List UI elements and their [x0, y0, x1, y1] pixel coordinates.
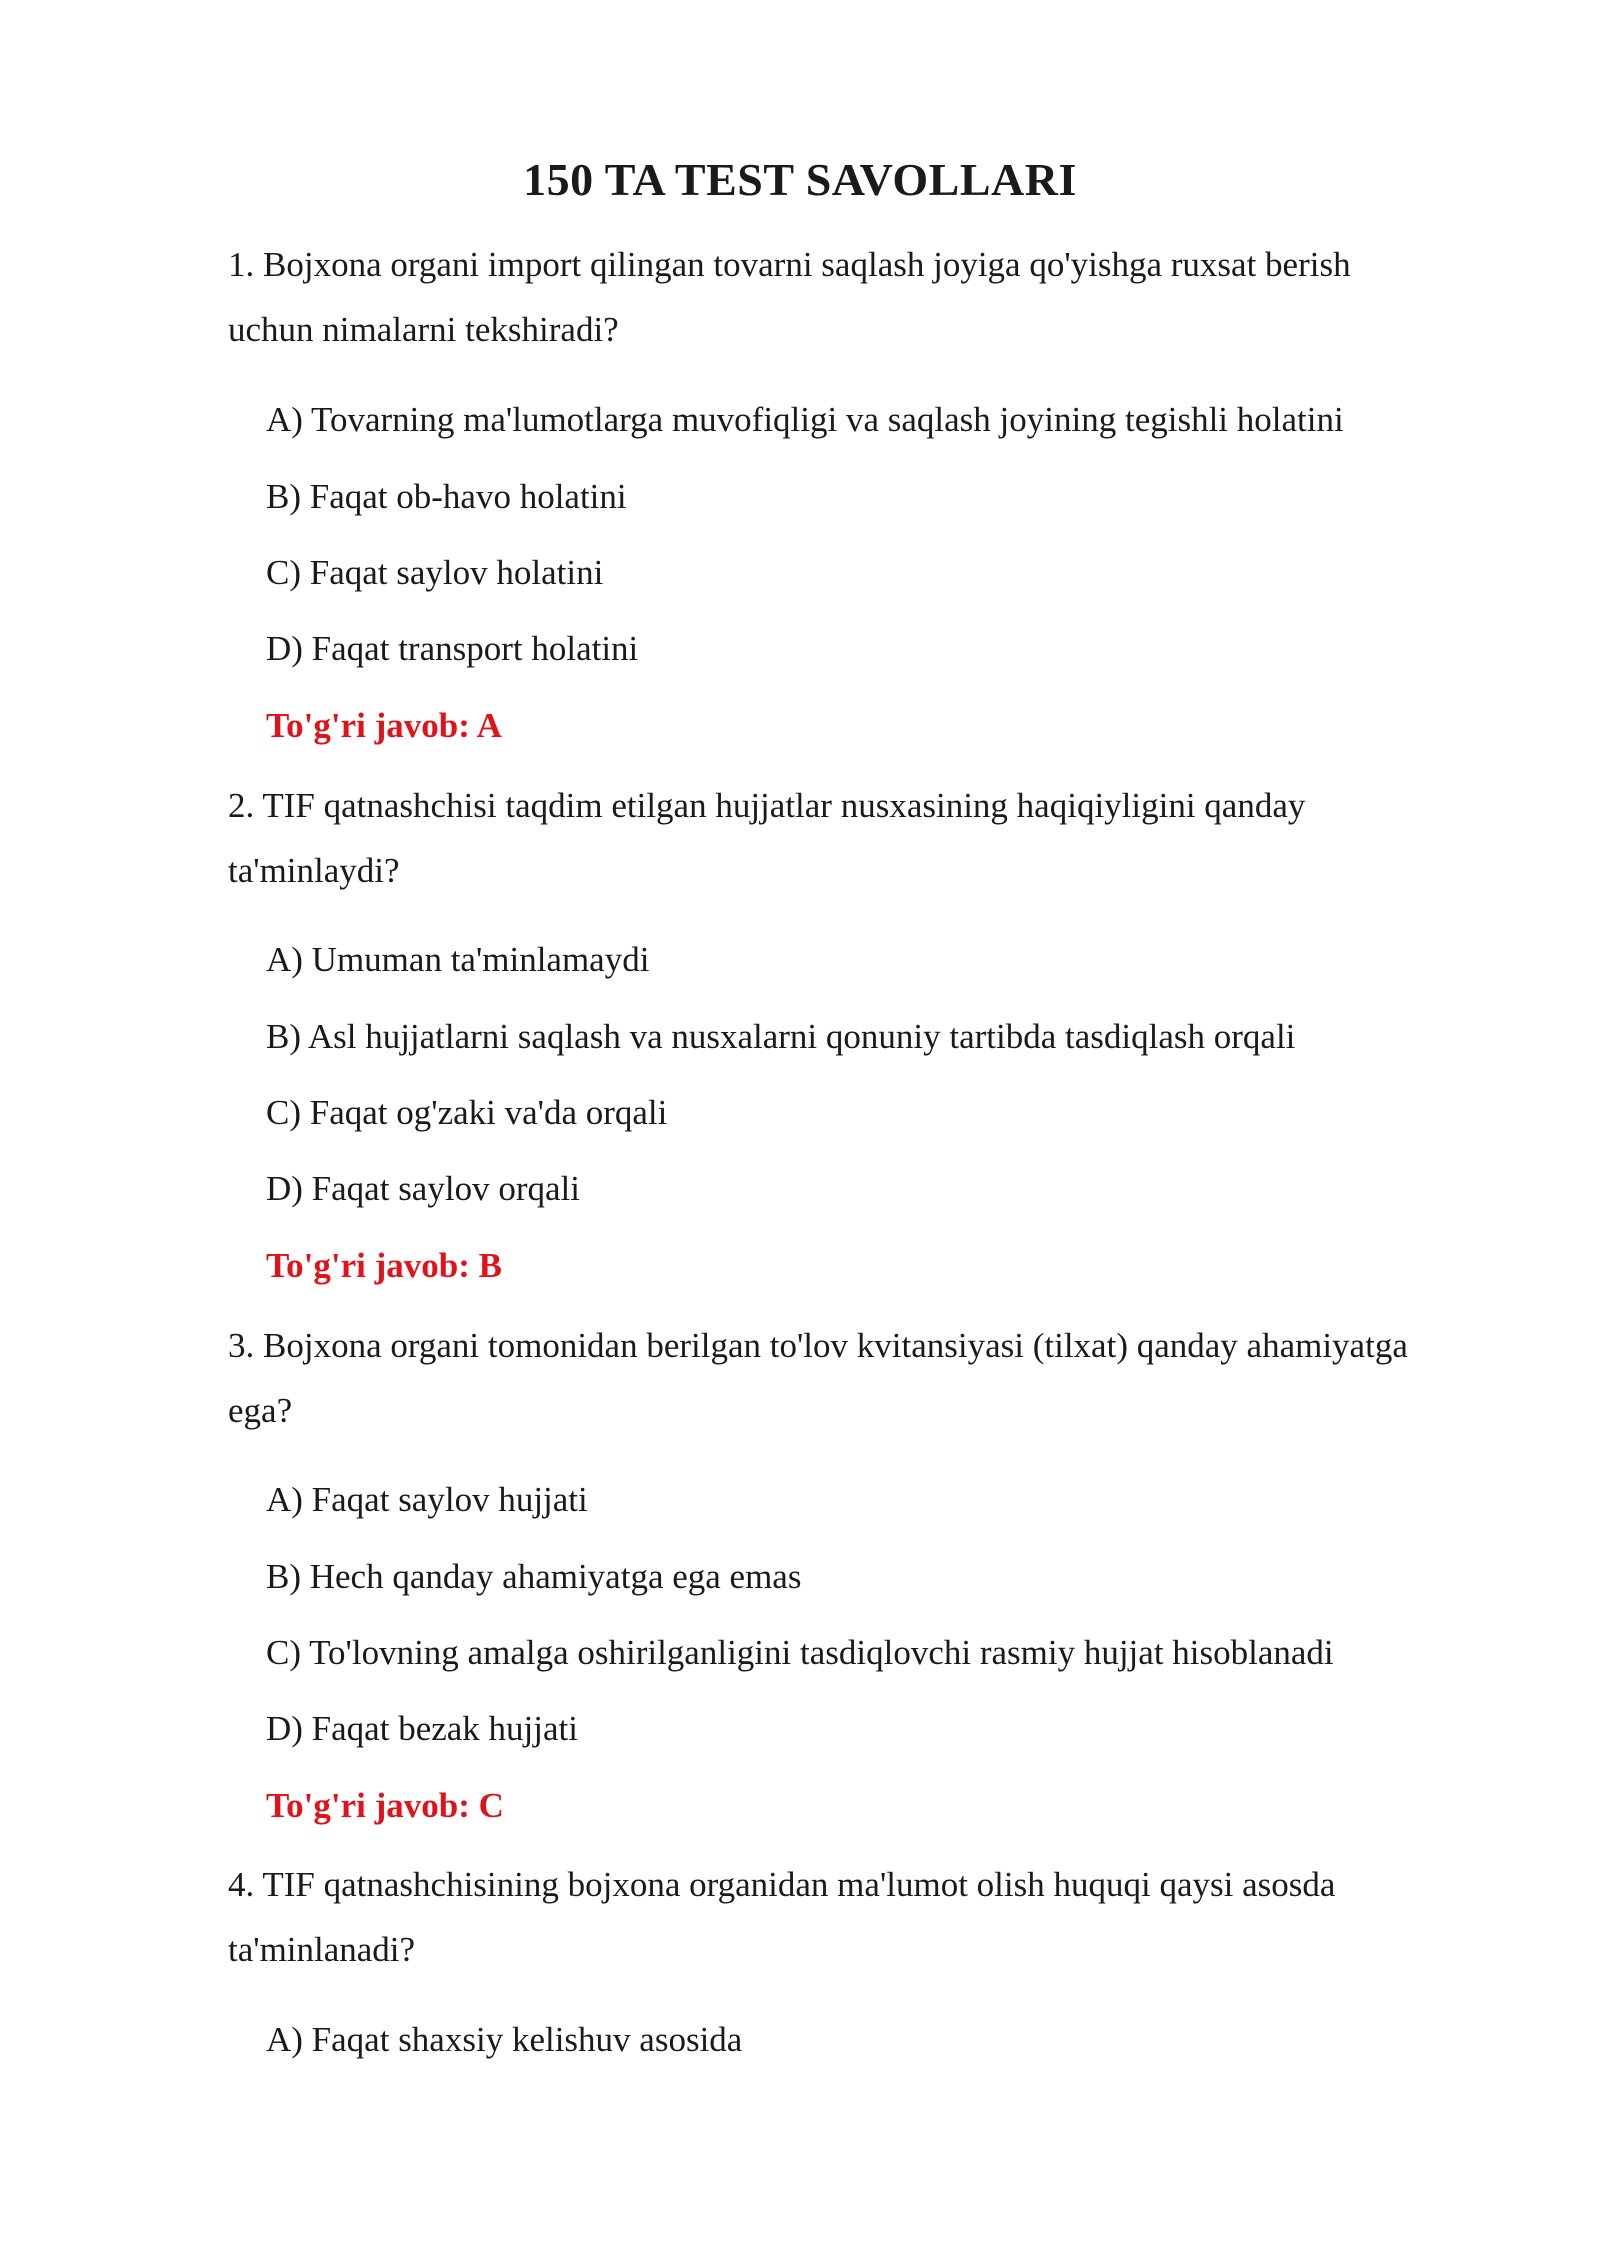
question-3-option-a: A) Faqat saylov hujjati	[266, 1480, 588, 1519]
question-2-option-d: D) Faqat saylov orqali	[266, 1169, 580, 1208]
question-3-option-d: D) Faqat bezak hujjati	[266, 1709, 578, 1748]
question-1-option-b: B) Faqat ob-havo holatini	[266, 477, 627, 516]
question-1-option-c: C) Faqat saylov holatini	[266, 553, 604, 592]
question-3-answer: To'g'ri javob: C	[266, 1786, 504, 1825]
question-3-option-c: C) To'lovning amalga oshirilganligini tasdiqlovchi rasmiy hujjat hisoblanadi	[266, 1633, 1334, 1672]
question-2-option-b: B) Asl hujjatlarni saqlash va nusxalarni qonuniy tartibda tasdiqlash orqali	[266, 1017, 1296, 1056]
page-title: 150 TA TEST SAVOLLARI	[523, 154, 1077, 205]
question-2-option-c: C) Faqat og'zaki va'da orqali	[266, 1093, 668, 1132]
question-1-answer: To'g'ri javob: A	[266, 706, 502, 745]
question-1-option-d: D) Faqat transport holatini	[266, 629, 639, 668]
question-2-answer: To'g'ri javob: B	[266, 1246, 502, 1285]
question-4: 4. TIF qatnashchisining bojxona organidan ma'lumot olish huquqi qaysi asosda ta'minlanadi?	[228, 1865, 1336, 1969]
question-1: 1. Bojxona organi import qilingan tovarni saqlash joyiga qo'yishga ruxsat berish uchun nimalarni tekshiradi?	[228, 245, 1351, 349]
question-2-option-a: A) Umuman ta'minlamaydi	[266, 940, 650, 979]
question-4-option-a: A) Faqat shaxsiy kelishuv asosida	[266, 2020, 743, 2059]
question-3: 3. Bojxona organi tomonidan berilgan to'lov kvitansiyasi (tilxat) qanday ahamiyatga ega?	[228, 1326, 1408, 1430]
question-3-option-b: B) Hech qanday ahamiyatga ega emas	[266, 1557, 802, 1596]
question-1-option-a: A) Tovarning ma'lumotlarga muvofiqligi va saqlash joyining tegishli holatini	[266, 400, 1344, 439]
question-2: 2. TIF qatnashchisi taqdim etilgan hujjatlar nusxasining haqiqiyligini qanday ta'minlaydi?	[228, 786, 1306, 890]
